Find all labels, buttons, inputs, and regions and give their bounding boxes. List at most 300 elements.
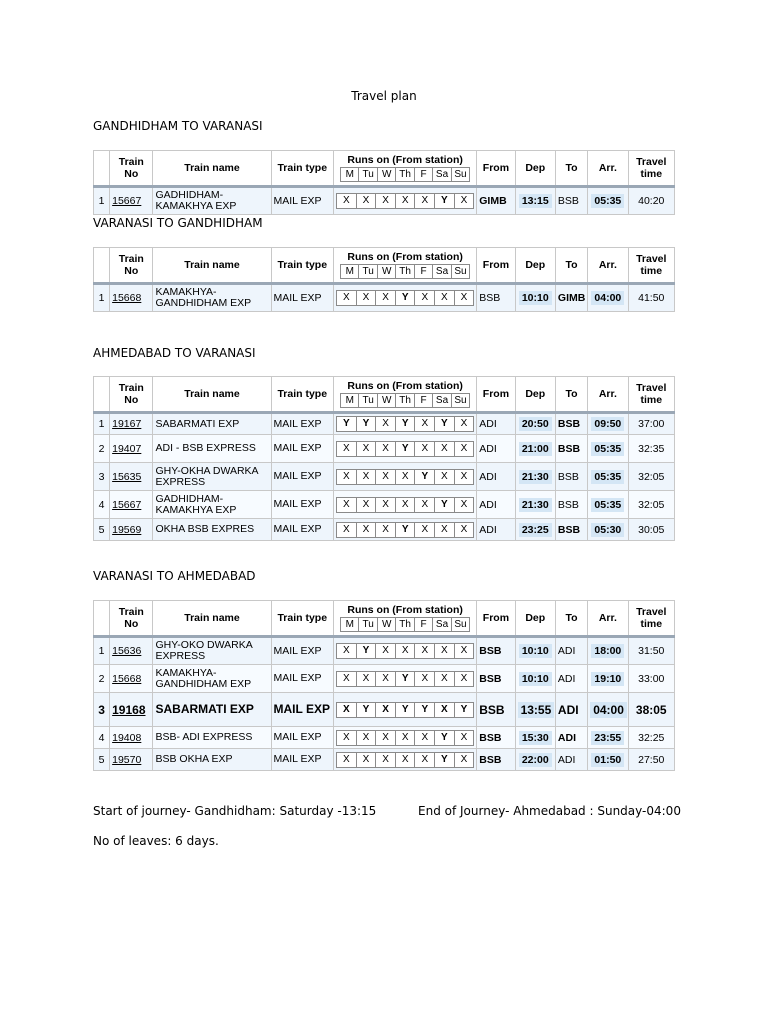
train-number-link[interactable]: 15636 [110, 637, 153, 665]
runs-on-days [334, 693, 477, 727]
day-flag: Y [357, 644, 377, 658]
day-flag: X [460, 498, 468, 510]
col-train-type: Train type [271, 377, 334, 413]
arrival-time [588, 637, 628, 665]
col-train-name: Train name [153, 151, 271, 187]
day-flag: X [415, 498, 435, 512]
day-flag: X [376, 644, 396, 658]
day-flag: X [376, 672, 396, 686]
departure-time [515, 519, 555, 541]
arrival-time [588, 693, 628, 727]
from-station: GIMB [477, 187, 515, 215]
day-label: M [341, 168, 359, 181]
train-table [93, 150, 675, 215]
runs-on-days [334, 413, 477, 435]
departure-time [515, 693, 555, 727]
table-row [94, 637, 675, 665]
day-label: M [341, 394, 359, 407]
col-travel-time: Travel time [628, 377, 674, 413]
arrival-time [588, 187, 628, 215]
day-flag: X [460, 645, 468, 656]
table-row [94, 463, 675, 491]
day-label: Sa [433, 265, 451, 278]
day-flags [336, 441, 474, 457]
arrival-value: 05:35 [591, 470, 624, 484]
day-flag: Y [435, 753, 455, 767]
day-label: Th [396, 394, 414, 407]
table-row [94, 187, 675, 215]
from-station: ADI [477, 463, 515, 491]
from-station: BSB [477, 693, 515, 727]
col-from: From [477, 248, 515, 284]
train-name: GHY-OKO DWARKA EXPRESS [153, 637, 271, 665]
day-flags [336, 522, 474, 538]
to-station: BSB [555, 413, 587, 435]
col-from: From [477, 601, 515, 637]
col-travel-time: Travel time [628, 151, 674, 187]
runs-on-days [334, 637, 477, 665]
to-station: ADI [555, 727, 587, 749]
day-flag: X [415, 442, 435, 456]
day-label: Tu [359, 265, 377, 278]
travel-time: 38:05 [628, 693, 674, 727]
day-flag: X [376, 703, 396, 717]
departure-value: 10:10 [519, 672, 552, 686]
day-label: F [415, 265, 433, 278]
day-flag: X [357, 194, 377, 208]
runs-on-label: Runs on (From station) [347, 604, 463, 616]
col-travel-time: Travel time [628, 601, 674, 637]
train-type: MAIL EXP [271, 463, 334, 491]
table-row [94, 665, 675, 693]
table-row [94, 519, 675, 541]
day-flag: X [460, 731, 468, 743]
arrival-value: 23:55 [591, 731, 624, 745]
arrival-time [588, 413, 628, 435]
col-train-no: Train No [110, 377, 153, 413]
section-heading: AHMEDABAD TO VARANASI [93, 346, 256, 360]
arrival-value: 05:30 [591, 523, 624, 537]
from-station: ADI [477, 435, 515, 463]
departure-value: 20:50 [519, 417, 552, 431]
row-index: 2 [94, 435, 110, 463]
day-flag: X [460, 672, 468, 684]
day-flags [336, 643, 474, 659]
day-label: Su [454, 395, 467, 406]
train-type: MAIL EXP [271, 693, 334, 727]
arrival-time [588, 491, 628, 519]
day-header [340, 264, 470, 279]
day-label: F [415, 168, 433, 181]
departure-time [515, 727, 555, 749]
to-station: ADI [555, 665, 587, 693]
day-flag: X [337, 470, 357, 484]
arrival-time [588, 519, 628, 541]
train-number-link[interactable]: 19167 [110, 413, 153, 435]
departure-time [515, 463, 555, 491]
train-number-link[interactable]: 15635 [110, 463, 153, 491]
row-index: 5 [94, 519, 110, 541]
row-index: 4 [94, 491, 110, 519]
col-dep: Dep [515, 151, 555, 187]
day-flag: X [337, 703, 357, 717]
row-index: 2 [94, 665, 110, 693]
to-station: ADI [555, 749, 587, 771]
journey-end: End of Journey- Ahmedabad : Sunday-04:00 [418, 804, 681, 818]
train-number-link[interactable]: 19408 [110, 727, 153, 749]
col-from: From [477, 377, 515, 413]
train-number-link[interactable]: 15668 [110, 665, 153, 693]
day-label: W [378, 618, 396, 631]
row-index: 1 [94, 413, 110, 435]
table-row [94, 435, 675, 463]
to-station: ADI [555, 637, 587, 665]
train-name: KAMAKHYA-GANDHIDHAM EXP [153, 284, 271, 312]
arrival-time [588, 463, 628, 491]
day-flag: X [357, 731, 377, 745]
day-label: W [378, 394, 396, 407]
train-number-link[interactable]: 15667 [110, 491, 153, 519]
arrival-time [588, 749, 628, 771]
table-row [94, 749, 675, 771]
departure-value: 13:15 [519, 194, 552, 208]
day-flag: Y [415, 703, 435, 717]
day-flag: X [435, 291, 455, 305]
day-flags [336, 497, 474, 513]
day-flag: X [376, 498, 396, 512]
col-train-type: Train type [271, 248, 334, 284]
train-name: GADHIDHAM-KAMAKHYA EXP [153, 491, 271, 519]
day-flag: X [435, 523, 455, 537]
to-station: BSB [555, 187, 587, 215]
day-flag: X [337, 442, 357, 456]
day-flag: X [415, 644, 435, 658]
col-index [94, 377, 110, 413]
col-train-no: Train No [110, 248, 153, 284]
journey-start: Start of journey- Gandhidham: Saturday -13:15 [93, 804, 377, 818]
day-label: Sa [433, 618, 451, 631]
runs-on-days [334, 187, 477, 215]
arrival-value: 05:35 [591, 498, 624, 512]
train-type: MAIL EXP [271, 665, 334, 693]
col-travel-time: Travel time [628, 248, 674, 284]
travel-time: 32:25 [628, 727, 674, 749]
table-row [94, 491, 675, 519]
arrival-value: 04:00 [591, 291, 624, 305]
departure-value: 10:10 [519, 644, 552, 658]
day-flag: Y [435, 731, 455, 745]
col-dep: Dep [515, 248, 555, 284]
departure-time [515, 187, 555, 215]
day-label: Th [396, 168, 414, 181]
train-type: MAIL EXP [271, 519, 334, 541]
col-runs-on [334, 377, 477, 413]
day-flag: X [337, 291, 357, 305]
day-flags [336, 416, 474, 432]
day-flag: Y [357, 417, 377, 431]
day-flag: X [376, 753, 396, 767]
table-row [94, 413, 675, 435]
day-flag: X [460, 195, 468, 206]
travel-time: 33:00 [628, 665, 674, 693]
day-flag: X [460, 753, 468, 765]
train-type: MAIL EXP [271, 491, 334, 519]
day-label: F [415, 394, 433, 407]
row-index: 1 [94, 637, 110, 665]
runs-on-label: Runs on (From station) [347, 251, 463, 263]
train-number-link[interactable]: 19569 [110, 519, 153, 541]
day-flag: X [460, 292, 468, 303]
day-flag: X [396, 498, 416, 512]
train-name: BSB- ADI EXPRESS [153, 727, 271, 749]
travel-time: 27:50 [628, 749, 674, 771]
day-flag: X [337, 753, 357, 767]
train-table [93, 247, 675, 312]
day-flag: X [337, 523, 357, 537]
train-number-link[interactable]: 19168 [110, 693, 153, 727]
day-flag: X [415, 523, 435, 537]
leaves-count: No of leaves: 6 days. [93, 834, 219, 848]
day-header [340, 167, 470, 182]
table-row [94, 693, 675, 727]
day-label: Sa [433, 394, 451, 407]
day-label: Th [396, 618, 414, 631]
day-flag: Y [396, 291, 416, 305]
col-to: To [555, 601, 587, 637]
row-index: 3 [94, 693, 110, 727]
runs-on-days [334, 463, 477, 491]
runs-on-days [334, 435, 477, 463]
train-name: ADI - BSB EXPRESS [153, 435, 271, 463]
runs-on-days [334, 727, 477, 749]
day-flag: X [460, 442, 468, 454]
day-flag: X [357, 753, 377, 767]
day-label: W [378, 265, 396, 278]
train-type: MAIL EXP [271, 187, 334, 215]
departure-time [515, 284, 555, 312]
travel-time: 41:50 [628, 284, 674, 312]
departure-value: 10:10 [519, 291, 552, 305]
to-station: BSB [555, 435, 587, 463]
from-station: BSB [477, 637, 515, 665]
travel-time: 32:35 [628, 435, 674, 463]
train-number-link[interactable]: 15668 [110, 284, 153, 312]
train-type: MAIL EXP [271, 284, 334, 312]
day-label: Tu [359, 618, 377, 631]
day-label: Tu [359, 168, 377, 181]
col-dep: Dep [515, 601, 555, 637]
col-dep: Dep [515, 377, 555, 413]
to-station: BSB [555, 463, 587, 491]
day-flag: X [396, 194, 416, 208]
day-flag: X [357, 523, 377, 537]
day-flag: X [396, 731, 416, 745]
day-flag: X [357, 291, 377, 305]
col-arr: Arr. [588, 377, 628, 413]
runs-on-days [334, 665, 477, 693]
day-flags [336, 730, 474, 746]
day-flag: X [415, 291, 435, 305]
day-flag: X [435, 644, 455, 658]
day-flags [336, 469, 474, 485]
departure-time [515, 435, 555, 463]
from-station: ADI [477, 491, 515, 519]
row-index: 1 [94, 284, 110, 312]
train-name: SABARMATI EXP [153, 693, 271, 727]
col-runs-on [334, 151, 477, 187]
train-name: OKHA BSB EXPRES [153, 519, 271, 541]
runs-on-days [334, 749, 477, 771]
col-index [94, 601, 110, 637]
day-flag: X [415, 731, 435, 745]
day-flag: X [396, 470, 416, 484]
arrival-value: 05:35 [591, 442, 624, 456]
travel-time: 32:05 [628, 463, 674, 491]
day-flag: X [435, 470, 455, 484]
day-flag: X [376, 470, 396, 484]
day-flag: Y [435, 194, 455, 208]
day-flags [336, 752, 474, 768]
col-arr: Arr. [588, 248, 628, 284]
day-flag: X [460, 418, 468, 429]
col-to: To [555, 151, 587, 187]
table-row [94, 727, 675, 749]
day-flag: X [435, 442, 455, 456]
day-flag: X [396, 644, 416, 658]
day-flag: X [435, 672, 455, 686]
day-flag: X [357, 470, 377, 484]
departure-time [515, 491, 555, 519]
from-station: BSB [477, 749, 515, 771]
arrival-value: 18:00 [591, 644, 624, 658]
col-runs-on [334, 601, 477, 637]
day-flag: Y [415, 470, 435, 484]
day-flag: X [376, 731, 396, 745]
row-index: 4 [94, 727, 110, 749]
col-train-type: Train type [271, 601, 334, 637]
day-label: W [378, 168, 396, 181]
travel-time: 30:05 [628, 519, 674, 541]
col-index [94, 248, 110, 284]
day-flags [336, 193, 474, 209]
col-from: From [477, 151, 515, 187]
departure-value: 15:30 [519, 731, 552, 745]
col-train-name: Train name [153, 248, 271, 284]
day-flag: X [376, 442, 396, 456]
day-flags [336, 702, 474, 718]
day-header [340, 393, 470, 408]
train-type: MAIL EXP [271, 749, 334, 771]
day-flag: Y [396, 672, 416, 686]
col-to: To [555, 377, 587, 413]
arrival-time [588, 665, 628, 693]
train-name: GHY-OKHA DWARKA EXPRESS [153, 463, 271, 491]
arrival-value: 01:50 [591, 753, 624, 767]
day-flag: X [376, 417, 396, 431]
day-flag: X [435, 703, 455, 717]
day-flag: X [396, 753, 416, 767]
train-table [93, 600, 675, 771]
row-index: 1 [94, 187, 110, 215]
row-index: 3 [94, 463, 110, 491]
departure-time [515, 637, 555, 665]
day-flag: X [337, 194, 357, 208]
day-flag: X [460, 523, 468, 535]
day-label: Sa [433, 168, 451, 181]
day-label: Su [454, 619, 467, 630]
to-station: GIMB [555, 284, 587, 312]
train-type: MAIL EXP [271, 435, 334, 463]
train-number-link[interactable]: 19407 [110, 435, 153, 463]
to-station: BSB [555, 491, 587, 519]
departure-time [515, 665, 555, 693]
table-row [94, 284, 675, 312]
runs-on-days [334, 519, 477, 541]
departure-value: 23:25 [519, 523, 552, 537]
day-label: F [415, 618, 433, 631]
departure-value: 21:30 [519, 498, 552, 512]
travel-time: 37:00 [628, 413, 674, 435]
train-number-link[interactable]: 15667 [110, 187, 153, 215]
day-flag: Y [435, 417, 455, 431]
col-train-name: Train name [153, 377, 271, 413]
travel-time: 40:20 [628, 187, 674, 215]
day-flag: X [337, 644, 357, 658]
departure-value: 13:55 [518, 702, 555, 718]
day-flag: Y [460, 703, 468, 715]
departure-time [515, 413, 555, 435]
to-station: ADI [555, 693, 587, 727]
day-flag: Y [396, 442, 416, 456]
day-label: Su [454, 169, 467, 180]
runs-on-days [334, 491, 477, 519]
col-index [94, 151, 110, 187]
from-station: BSB [477, 727, 515, 749]
day-flag: Y [396, 417, 416, 431]
train-type: MAIL EXP [271, 637, 334, 665]
travel-time: 32:05 [628, 491, 674, 519]
train-name: KAMAKHYA-GANDHIDHAM EXP [153, 665, 271, 693]
train-type: MAIL EXP [271, 727, 334, 749]
arrival-time [588, 435, 628, 463]
from-station: BSB [477, 284, 515, 312]
train-number-link[interactable]: 19570 [110, 749, 153, 771]
day-flag: X [337, 498, 357, 512]
day-flag: X [415, 417, 435, 431]
from-station: ADI [477, 413, 515, 435]
section-heading: VARANASI TO AHMEDABAD [93, 569, 256, 583]
section-heading: GANDHIDHAM TO VARANASI [93, 119, 263, 133]
departure-value: 21:30 [519, 470, 552, 484]
col-train-name: Train name [153, 601, 271, 637]
day-flag: X [415, 753, 435, 767]
day-flags [336, 671, 474, 687]
col-train-no: Train No [110, 601, 153, 637]
train-name: GADHIDHAM-KAMAKHYA EXP [153, 187, 271, 215]
col-train-type: Train type [271, 151, 334, 187]
arrival-time [588, 727, 628, 749]
day-flag: X [337, 731, 357, 745]
runs-on-label: Runs on (From station) [347, 154, 463, 166]
day-flag: X [376, 194, 396, 208]
train-name: SABARMATI EXP [153, 413, 271, 435]
col-arr: Arr. [588, 601, 628, 637]
runs-on-days [334, 284, 477, 312]
train-type: MAIL EXP [271, 413, 334, 435]
travel-time: 31:50 [628, 637, 674, 665]
departure-time [515, 749, 555, 771]
day-flag: X [460, 470, 468, 482]
